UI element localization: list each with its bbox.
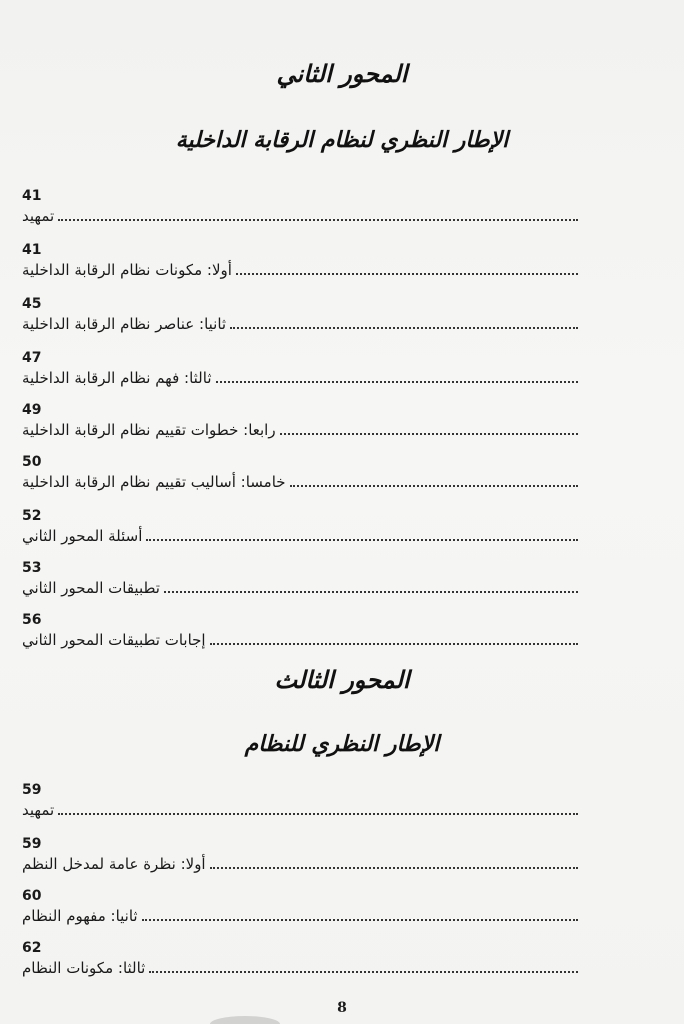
toc-entry-title: ثالثا: فهم نظام الرقابة الداخلية: [22, 369, 212, 387]
page-number: 8: [337, 1000, 347, 1016]
dot-leader: [210, 642, 578, 645]
toc-entry-title: إجابات تطبيقات المحور الثاني: [22, 631, 206, 649]
toc-entry-title: أولا: نظرة عامة لمدخل النظم: [22, 855, 206, 873]
toc-entry-title: ثانيا: عناصر نظام الرقابة الداخلية: [22, 315, 227, 333]
toc-entry-page: 50: [22, 454, 42, 470]
toc-entry[interactable]: [22, 888, 582, 926]
toc-entry-page: 49: [22, 402, 42, 418]
dot-leader: [146, 538, 578, 541]
toc-entry[interactable]: [22, 188, 582, 226]
dot-leader: [280, 432, 578, 435]
toc-entry-page: 60: [22, 888, 42, 904]
section-two-subtitle: الإطار النظري لنظام الرقابة الداخلية: [175, 128, 509, 153]
dot-leader: [142, 918, 578, 921]
dot-leader: [236, 272, 578, 275]
toc-entry-title: رابعا: خطوات تقييم نظام الرقابة الداخلية: [22, 421, 276, 439]
toc-entry-page: 56: [22, 612, 42, 628]
dot-leader: [230, 326, 578, 329]
toc-entry[interactable]: [22, 296, 582, 334]
dot-leader: [58, 218, 578, 221]
toc-entry[interactable]: [22, 508, 582, 546]
toc-entry-title: تمهيد: [22, 207, 55, 225]
toc-entry[interactable]: [22, 454, 582, 492]
toc-entry[interactable]: [22, 782, 582, 820]
toc-entry-page: 53: [22, 560, 42, 576]
dot-leader: [58, 812, 578, 815]
toc-entry-page: 59: [22, 782, 42, 798]
toc-entry[interactable]: [22, 402, 582, 440]
toc-entry[interactable]: [22, 242, 582, 280]
toc-entry[interactable]: [22, 350, 582, 388]
toc-entry-page: 52: [22, 508, 42, 524]
section-two-title: المحور الثاني: [276, 60, 408, 88]
toc-entry[interactable]: [22, 612, 582, 650]
dot-leader: [216, 380, 579, 383]
section-three-subtitle: الإطار النظري للنظام: [244, 732, 440, 757]
toc-entry[interactable]: [22, 560, 582, 598]
toc-entry[interactable]: [22, 836, 582, 874]
toc-entry-page: 45: [22, 296, 42, 312]
toc-entry-page: 41: [22, 242, 42, 258]
toc-entry-page: 41: [22, 188, 42, 204]
toc-entry-title: تطبيقات المحور الثاني: [22, 579, 160, 597]
dot-leader: [210, 866, 578, 869]
toc-entry-title: تمهيد: [22, 801, 55, 819]
section-three-title: المحور الثالث: [274, 666, 410, 694]
toc-entry[interactable]: [22, 940, 582, 978]
toc-entry-title: أولا: مكونات نظام الرقابة الداخلية: [22, 261, 232, 279]
toc-entry-page: 47: [22, 350, 42, 366]
toc-entry-title: خامسا: أساليب تقييم نظام الرقابة الداخلية: [22, 473, 286, 491]
toc-entry-title: ثانيا: مفهوم النظام: [22, 907, 138, 925]
dot-leader: [290, 484, 578, 487]
toc-entry-title: ثالثا: مكونات النظام: [22, 959, 146, 977]
toc-entry-title: أسئلة المحور الثاني: [22, 527, 143, 545]
dot-leader: [149, 970, 578, 973]
page-edge-shadow: [210, 1016, 280, 1024]
toc-entry-page: 62: [22, 940, 42, 956]
dot-leader: [164, 590, 578, 593]
toc-entry-page: 59: [22, 836, 42, 852]
